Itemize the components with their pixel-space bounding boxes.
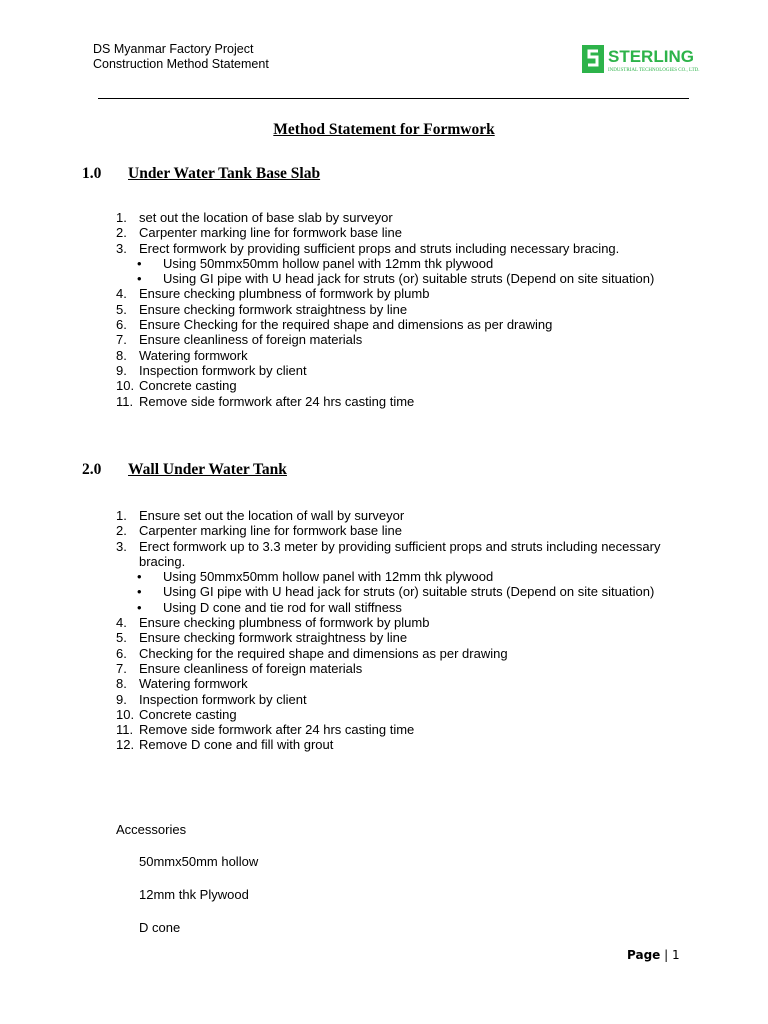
list-item: 5. Ensure checking formwork straightness by line <box>116 301 408 317</box>
section-2-list <box>116 508 674 753</box>
list-item: 9. Inspection formwork by client <box>116 691 307 707</box>
document-type: Construction Method Statement <box>93 57 269 71</box>
section-1-list <box>116 210 674 409</box>
bullet-icon: • <box>137 599 142 615</box>
document-title: Method Statement for Formwork <box>273 121 495 138</box>
list-item: 10. Concrete casting <box>116 706 237 722</box>
accessory-item: 12mm thk Plywood <box>139 887 249 902</box>
section-1-heading <box>82 165 320 183</box>
page-number-value: 1 <box>672 948 680 962</box>
list-item: 9. Inspection formwork by client <box>116 362 307 378</box>
bullet-item: • Using 50mmx50mm hollow panel with 12mm thk plywood <box>137 255 494 271</box>
list-item: 1. Ensure set out the location of wall by surveyor <box>116 508 405 523</box>
page-separator: | <box>664 948 669 962</box>
list-item: 10. Concrete casting <box>116 378 237 394</box>
bullet-icon: • <box>137 255 142 271</box>
page-number <box>627 948 680 962</box>
list-item: 4. Ensure checking plumbness of formwork by plumb <box>116 615 430 631</box>
list-item: 5. Ensure checking formwork straightness by line <box>116 630 408 646</box>
header-divider <box>98 98 689 99</box>
list-item: 2. Carpenter marking line for formwork base line <box>116 523 402 539</box>
list-item: 7. Ensure cleanliness of foreign materials <box>116 332 363 348</box>
list-item: 2. Carpenter marking line for formwork base line <box>116 225 402 241</box>
list-item: 11. Remove side formwork after 24 hrs casting time <box>116 722 415 738</box>
document-header <box>93 42 269 72</box>
project-name: DS Myanmar Factory Project <box>93 42 254 56</box>
bullet-item: • Using GI pipe with U head jack for struts (or) suitable struts (Depend on site situation) <box>137 271 655 287</box>
page-label: Page <box>627 948 661 962</box>
list-item: 4. Ensure checking plumbness of formwork by plumb <box>116 286 430 302</box>
list-item: 1. set out the location of base slab by surveyor <box>116 210 393 225</box>
section-2-heading <box>82 461 287 479</box>
accessories-heading: Accessories <box>116 822 187 837</box>
bullet-icon: • <box>137 569 142 585</box>
section-2-title: Wall Under Water Tank <box>128 461 287 478</box>
list-item: 8. Watering formwork <box>116 347 248 363</box>
list-item: 12. Remove D cone and fill with grout <box>116 737 334 753</box>
logo-subtitle: INDUSTRIAL TECHNOLOGIES CO., LTD. <box>608 68 700 73</box>
bullet-icon: • <box>137 584 142 600</box>
logo-name: STERLING <box>608 47 694 66</box>
bullet-item: • Using D cone and tie rod for wall stiffness <box>137 599 402 615</box>
list-item: 11. Remove side formwork after 24 hrs casting time <box>116 393 415 409</box>
sterling-logo-mark <box>582 43 738 75</box>
accessory-item: D cone <box>139 920 181 935</box>
sterling-logo <box>582 43 738 75</box>
section-1-number: 1.0 <box>82 165 102 182</box>
accessory-item: 50mmx50mm hollow <box>139 854 259 869</box>
list-item: 8. Watering formwork <box>116 676 248 692</box>
list-item: 6. Checking for the required shape and dimensions as per drawing <box>116 645 508 661</box>
list-item: 6. Ensure Checking for the required shape and dimensions as per drawing <box>116 317 553 333</box>
list-item: 3. Erect formwork by providing sufficient props and struts including necessary bracing. <box>116 240 620 256</box>
section-2-number: 2.0 <box>82 461 102 478</box>
bullet-icon: • <box>137 271 142 287</box>
section-1-title: Under Water Tank Base Slab <box>128 165 321 182</box>
bullet-item: • Using GI pipe with U head jack for struts (or) suitable struts (Depend on site situation) <box>137 584 655 600</box>
list-item: 3. Erect formwork up to 3.3 meter by providing sufficient props and struts including necessary bracing. <box>116 538 661 569</box>
list-item: 7. Ensure cleanliness of foreign materials <box>116 660 363 676</box>
bullet-item: • Using 50mmx50mm hollow panel with 12mm thk plywood <box>137 569 494 585</box>
